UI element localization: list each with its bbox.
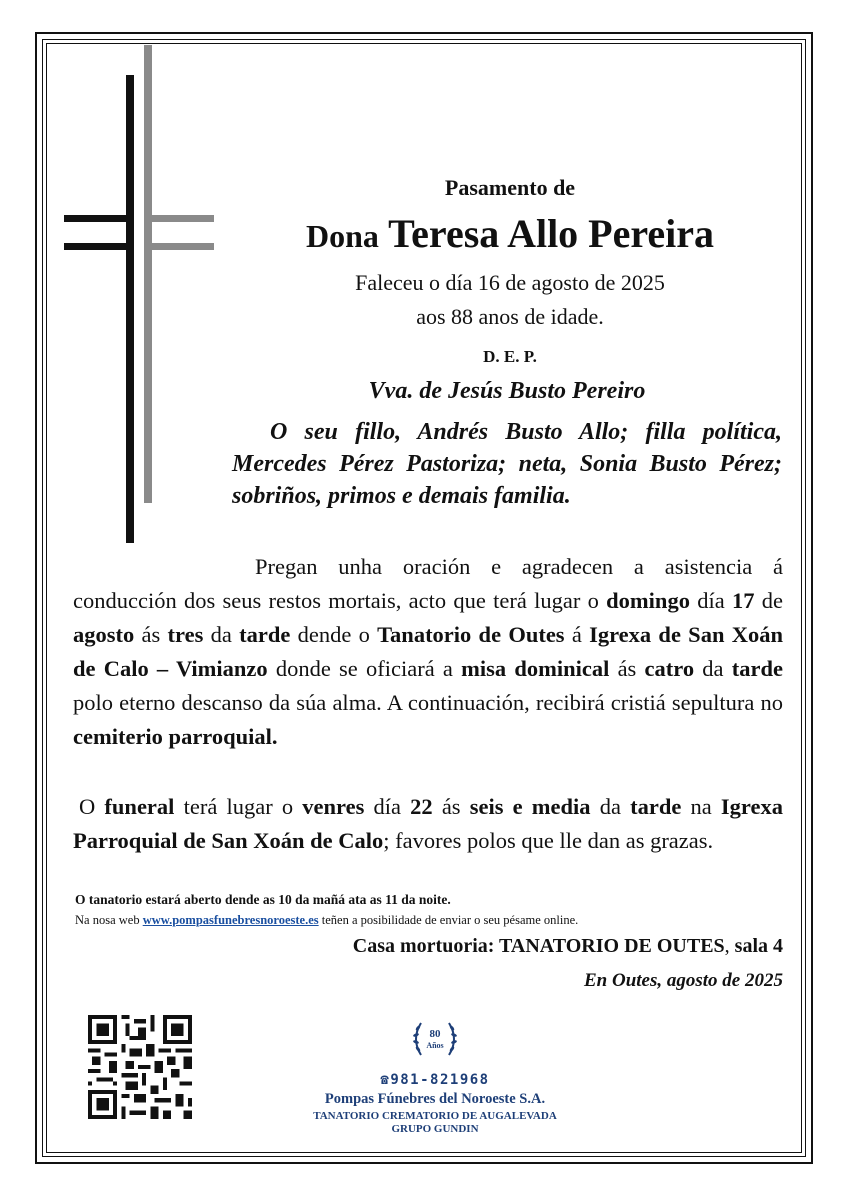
group-name: GRUPO GUNDIN: [391, 1123, 479, 1135]
casa-separator: ,: [724, 935, 730, 957]
body-text-segment: da: [694, 656, 732, 681]
full-name: Teresa Allo Pereira: [388, 211, 715, 256]
web-suffix: teñen a posibilidade de enviar o seu pésame online.: [318, 913, 579, 927]
tanatorio-hours: O tanatorio estará aberto dende as 10 da mañá ata as 11 da noite.: [75, 892, 451, 907]
body-text-segment: ás: [609, 656, 645, 681]
emphasis-text: tres: [167, 622, 204, 647]
company-name: Pompas Fúnebres del Noroeste S.A.: [324, 1091, 546, 1107]
body-text-segment: de: [754, 588, 783, 613]
death-date-line: Faleceu o día 16 de agosto de 2025: [355, 270, 665, 295]
emphasis-text: cemiterio parroquial.: [73, 724, 278, 749]
emphasis-text: Tanatorio de Outes: [377, 622, 565, 647]
body-text-segment: dende o: [290, 622, 378, 647]
body-text-segment: día: [689, 588, 732, 613]
badge-text: Años: [426, 1041, 444, 1050]
body-text-segment: á: [564, 622, 590, 647]
body-text-segment: ás: [432, 794, 470, 819]
website-link[interactable]: www.pompasfunebresnoroeste.es: [142, 913, 319, 927]
phone-icon: ☎: [380, 1072, 391, 1088]
cross-icon: [60, 45, 220, 545]
emphasis-text: Igrexa de San Xoán de Calo – Vimianzo: [73, 622, 783, 681]
body-text-segment: na: [681, 794, 721, 819]
body-text-segment: terá lugar o: [174, 794, 303, 819]
body-text-segment: donde se oficiará a: [267, 656, 462, 681]
intro-heading: Pasamento de: [444, 175, 576, 200]
body-text-segment: da: [203, 622, 240, 647]
emphasis-text: 17: [731, 588, 755, 613]
anniversary-badge-icon: [409, 1015, 461, 1063]
body-text-segment: día: [364, 794, 411, 819]
emphasis-text: seis e media: [469, 794, 591, 819]
body-text-segment: ; favores polos que lle dan as grazas.: [383, 828, 714, 853]
emphasis-text: venres: [302, 794, 365, 819]
company-footer: [270, 1015, 600, 1135]
emphasis-text: agosto: [73, 622, 135, 647]
relatives-paragraph: O seu fillo, Andrés Busto Allo; filla política, Mercedes Pérez Pastoriza; neta, Sonia Busto Pérez; sobriños, primos e demais familia.: [232, 419, 782, 509]
badge-number: 80: [429, 1028, 441, 1040]
emphasis-text: funeral: [104, 794, 175, 819]
body-text-segment: da: [590, 794, 631, 819]
emphasis-text: tarde: [239, 622, 291, 647]
body-text-segment: O: [79, 794, 105, 819]
crematorio-name: TANATORIO CREMATORIO DE AUGALEVADA: [313, 1110, 557, 1122]
emphasis-text: catro: [644, 656, 695, 681]
casa-label: Casa mortuoria: TANATORIO DE OUTES: [352, 935, 725, 957]
emphasis-text: misa dominical: [461, 656, 610, 681]
deceased-name: [230, 210, 790, 257]
casa-mortuoria: [353, 935, 783, 958]
qr-code-icon[interactable]: [88, 1015, 192, 1119]
phone-number: 981-821968: [390, 1072, 490, 1088]
emphasis-text: tarde: [731, 656, 783, 681]
body-text-segment: polo eterno descanso da súa alma. A continuación, recibirá cristiá sepultura no: [73, 690, 783, 715]
emphasis-text: Igrexa Parroquial de San Xoán de Calo: [73, 794, 783, 853]
emphasis-text: 22: [410, 794, 433, 819]
web-prefix: Na nosa web: [75, 913, 143, 927]
ceremony-paragraph: [73, 550, 783, 754]
emphasis-text: domingo: [606, 588, 690, 613]
honorific: Dona: [305, 218, 379, 254]
funeral-paragraph: [73, 790, 783, 858]
phone-line[interactable]: [270, 1072, 600, 1088]
emphasis-text: tarde: [630, 794, 682, 819]
dep-line: D. E. P.: [483, 347, 537, 366]
casa-room: sala 4: [729, 935, 783, 957]
body-text-segment: ás: [134, 622, 168, 647]
web-note: [75, 913, 578, 928]
place-date: En Outes, agosto de 2025: [584, 970, 783, 991]
age-line: aos 88 anos de idade.: [416, 304, 604, 329]
body-text-segment: Pregan unha oración e agradecen a asistencia á conducción dos seus restos mortais, acto que terá lugar o: [73, 554, 783, 613]
widow-line: Vva. de Jesús Busto Pereiro: [368, 378, 646, 404]
